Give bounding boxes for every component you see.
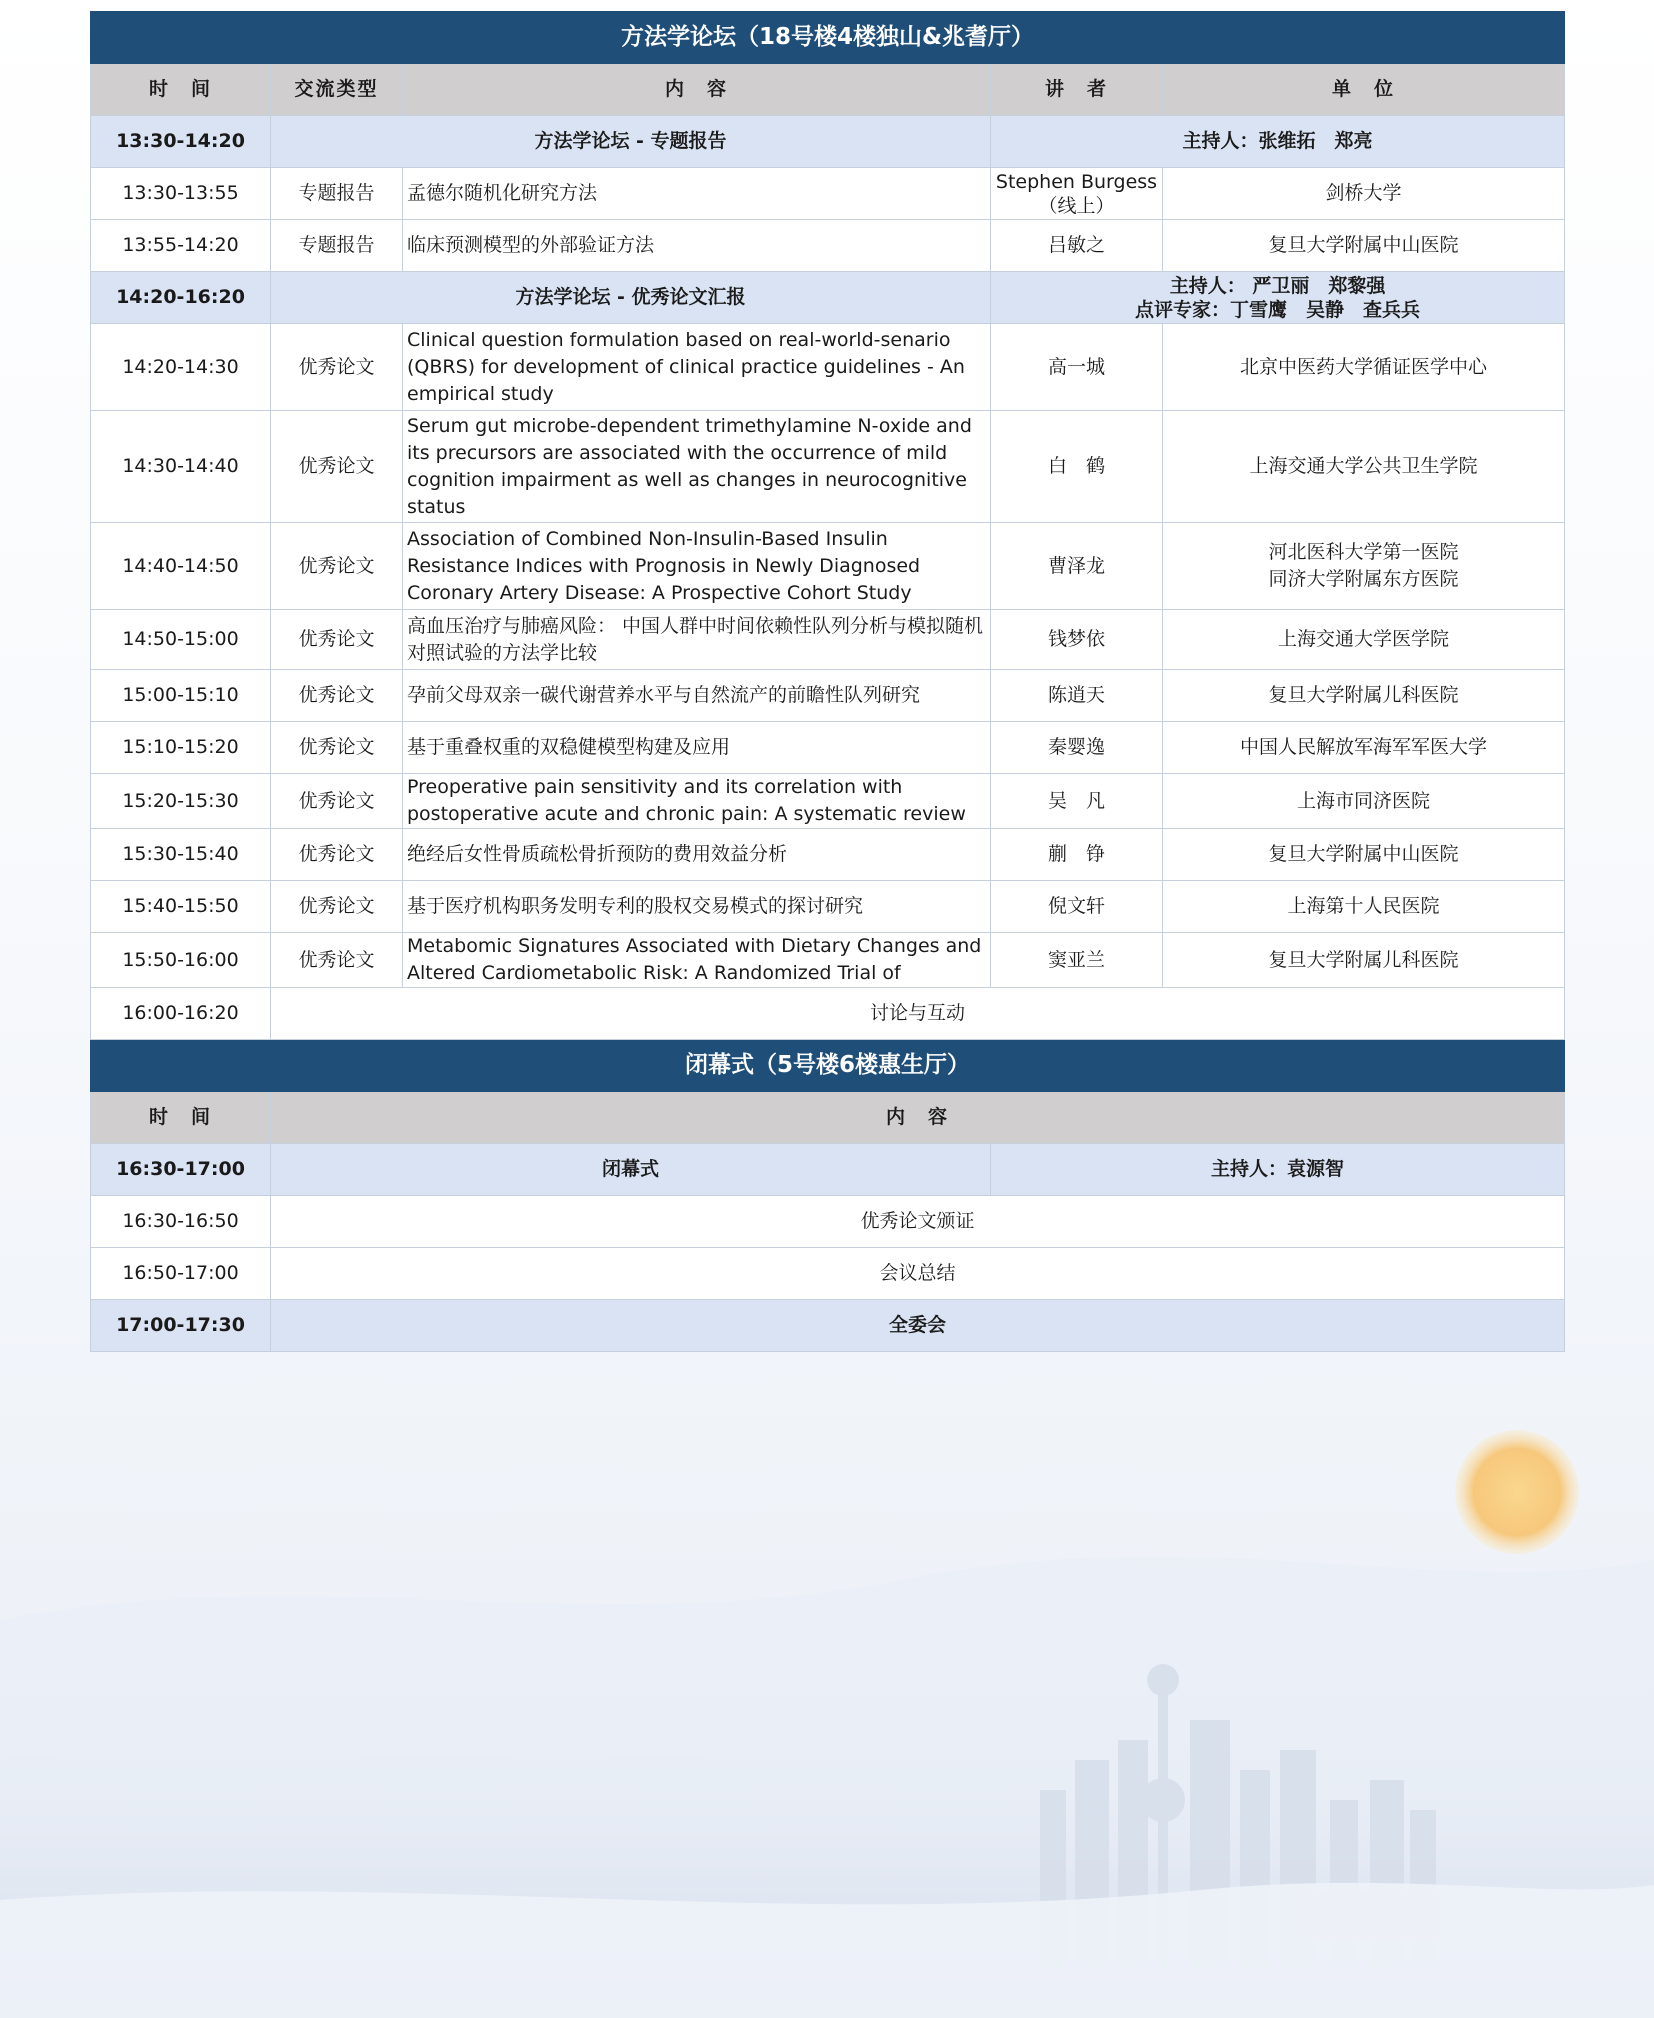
header-type: 交流类型	[271, 64, 403, 116]
schedule-container	[90, 11, 1564, 1352]
row-unit: 复旦大学附属中山医院	[1163, 220, 1565, 272]
row-time: 15:30-15:40	[91, 829, 271, 881]
table-row	[91, 722, 1565, 774]
session-row	[91, 116, 1565, 168]
row-speaker: Stephen Burgess（线上）	[991, 168, 1163, 220]
row-speaker: 白 鹤	[991, 411, 1163, 523]
table-row	[91, 829, 1565, 881]
session-reviewer-line: 点评专家：丁雪鹰 吴静 查兵兵	[1135, 298, 1421, 321]
row-content: 基于重叠权重的双稳健模型构建及应用	[403, 722, 991, 774]
session-row	[91, 272, 1565, 324]
row-unit: 复旦大学附属儿科医院	[1163, 670, 1565, 722]
row-type: 优秀论文	[271, 933, 403, 988]
row-type: 优秀论文	[271, 774, 403, 829]
closing-title-row	[91, 1040, 1565, 1092]
row-time: 15:00-15:10	[91, 670, 271, 722]
table-row	[91, 1248, 1565, 1300]
row-speaker: 吴 凡	[991, 774, 1163, 829]
row-type: 优秀论文	[271, 411, 403, 523]
row-time: 15:20-15:30	[91, 774, 271, 829]
row-unit: 北京中医药大学循证医学中心	[1163, 324, 1565, 411]
header-time: 时 间	[91, 64, 271, 116]
row-content: 孟德尔随机化研究方法	[403, 168, 991, 220]
row-time: 16:50-17:00	[91, 1248, 271, 1300]
row-content: 孕前父母双亲一碳代谢营养水平与自然流产的前瞻性队列研究	[403, 670, 991, 722]
row-speaker: 倪文轩	[991, 881, 1163, 933]
row-type: 优秀论文	[271, 722, 403, 774]
row-time: 14:40-14:50	[91, 523, 271, 610]
table-row	[91, 881, 1565, 933]
row-content: 讨论与互动	[271, 988, 1565, 1040]
table-row	[91, 411, 1565, 523]
session-host: 主持人：袁源智	[991, 1144, 1565, 1196]
row-time: 15:10-15:20	[91, 722, 271, 774]
session-time: 16:30-17:00	[91, 1144, 271, 1196]
row-time: 14:50-15:00	[91, 610, 271, 670]
row-type: 优秀论文	[271, 610, 403, 670]
row-unit	[1163, 523, 1565, 610]
row-speaker: 钱梦依	[991, 610, 1163, 670]
row-unit: 复旦大学附属儿科医院	[1163, 933, 1565, 988]
row-time: 14:30-14:40	[91, 411, 271, 523]
row-speaker: 陈逍天	[991, 670, 1163, 722]
closing-header-row	[91, 1092, 1565, 1144]
table-row	[91, 220, 1565, 272]
row-time: 15:40-15:50	[91, 881, 271, 933]
row-content: Metabomic Signatures Associated with Dietary Changes and Altered Cardiometabolic Risk: A Randomized Trial of	[403, 933, 991, 988]
table-row	[91, 324, 1565, 411]
session-row	[91, 1144, 1565, 1196]
row-type: 专题报告	[271, 220, 403, 272]
row-content: Association of Combined Non-Insulin-Based Insulin Resistance Indices with Prognosis in Newly Diagnosed Coronary Artery Disease: A Prospective Cohort Study	[403, 523, 991, 610]
forum-header-row	[91, 64, 1565, 116]
row-type: 优秀论文	[271, 523, 403, 610]
row-content: 绝经后女性骨质疏松骨折预防的费用效益分析	[403, 829, 991, 881]
row-speaker: 高一城	[991, 324, 1163, 411]
row-unit: 上海市同济医院	[1163, 774, 1565, 829]
closing-title: 闭幕式（5号楼6楼惠生厅）	[91, 1040, 1565, 1092]
session-row	[91, 1300, 1565, 1352]
session-host: 主持人：张维拓 郑亮	[991, 116, 1565, 168]
methodology-forum-table	[90, 11, 1565, 1352]
table-row	[91, 168, 1565, 220]
row-content: Preoperative pain sensitivity and its correlation with postoperative acute and chronic pain: A systematic review	[403, 774, 991, 829]
row-time: 16:00-16:20	[91, 988, 271, 1040]
row-speaker: 吕敏之	[991, 220, 1163, 272]
header-content: 内 容	[403, 64, 991, 116]
row-time: 13:30-13:55	[91, 168, 271, 220]
table-row	[91, 523, 1565, 610]
row-content: 会议总结	[271, 1248, 1565, 1300]
row-unit: 上海交通大学医学院	[1163, 610, 1565, 670]
table-row	[91, 933, 1565, 988]
row-content: 基于医疗机构职务发明专利的股权交易模式的探讨研究	[403, 881, 991, 933]
row-time: 16:30-16:50	[91, 1196, 271, 1248]
row-unit: 剑桥大学	[1163, 168, 1565, 220]
row-type: 优秀论文	[271, 324, 403, 411]
table-row	[91, 1196, 1565, 1248]
table-row	[91, 774, 1565, 829]
session-name: 全委会	[271, 1300, 1565, 1352]
row-unit: 上海第十人民医院	[1163, 881, 1565, 933]
row-content: 高血压治疗与肺癌风险： 中国人群中时间依赖性队列分析与模拟随机对照试验的方法学比较	[403, 610, 991, 670]
session-host-line: 主持人： 严卫丽 郑黎强	[1169, 274, 1386, 297]
session-name: 方法学论坛 - 专题报告	[271, 116, 991, 168]
session-name: 方法学论坛 - 优秀论文汇报	[271, 272, 991, 324]
row-type: 优秀论文	[271, 881, 403, 933]
session-time: 14:20-16:20	[91, 272, 271, 324]
row-content: 优秀论文颁证	[271, 1196, 1565, 1248]
row-content: Serum gut microbe-dependent trimethylamine N-oxide and its precursors are associated with the occurrence of mild cognition impairment as well as changes in neurocognitive status	[403, 411, 991, 523]
row-unit-line: 河北医科大学第一医院	[1268, 541, 1459, 563]
row-time: 13:55-14:20	[91, 220, 271, 272]
row-speaker: 蒯 铮	[991, 829, 1163, 881]
header-content: 内 容	[271, 1092, 1565, 1144]
row-time: 14:20-14:30	[91, 324, 271, 411]
session-host	[991, 272, 1565, 324]
row-unit: 复旦大学附属中山医院	[1163, 829, 1565, 881]
table-row	[91, 610, 1565, 670]
forum-title: 方法学论坛（18号楼4楼独山&兆耆厅）	[91, 12, 1565, 64]
row-type: 优秀论文	[271, 829, 403, 881]
session-time: 13:30-14:20	[91, 116, 271, 168]
row-content: Clinical question formulation based on real-world-senario (QBRS) for development of clinical practice guidelines - An empirical study	[403, 324, 991, 411]
row-type: 优秀论文	[271, 670, 403, 722]
session-time: 17:00-17:30	[91, 1300, 271, 1352]
row-type: 专题报告	[271, 168, 403, 220]
row-unit: 上海交通大学公共卫生学院	[1163, 411, 1565, 523]
row-time: 15:50-16:00	[91, 933, 271, 988]
row-unit-line: 同济大学附属东方医院	[1268, 568, 1459, 590]
row-speaker: 曹泽龙	[991, 523, 1163, 610]
row-content: 临床预测模型的外部验证方法	[403, 220, 991, 272]
header-unit: 单 位	[1163, 64, 1565, 116]
row-speaker: 窦亚兰	[991, 933, 1163, 988]
table-row	[91, 670, 1565, 722]
forum-title-row	[91, 12, 1565, 64]
row-unit: 中国人民解放军海军军医大学	[1163, 722, 1565, 774]
header-speaker: 讲 者	[991, 64, 1163, 116]
session-name: 闭幕式	[271, 1144, 991, 1196]
header-time: 时 间	[91, 1092, 271, 1144]
row-speaker: 秦婴逸	[991, 722, 1163, 774]
discussion-row	[91, 988, 1565, 1040]
